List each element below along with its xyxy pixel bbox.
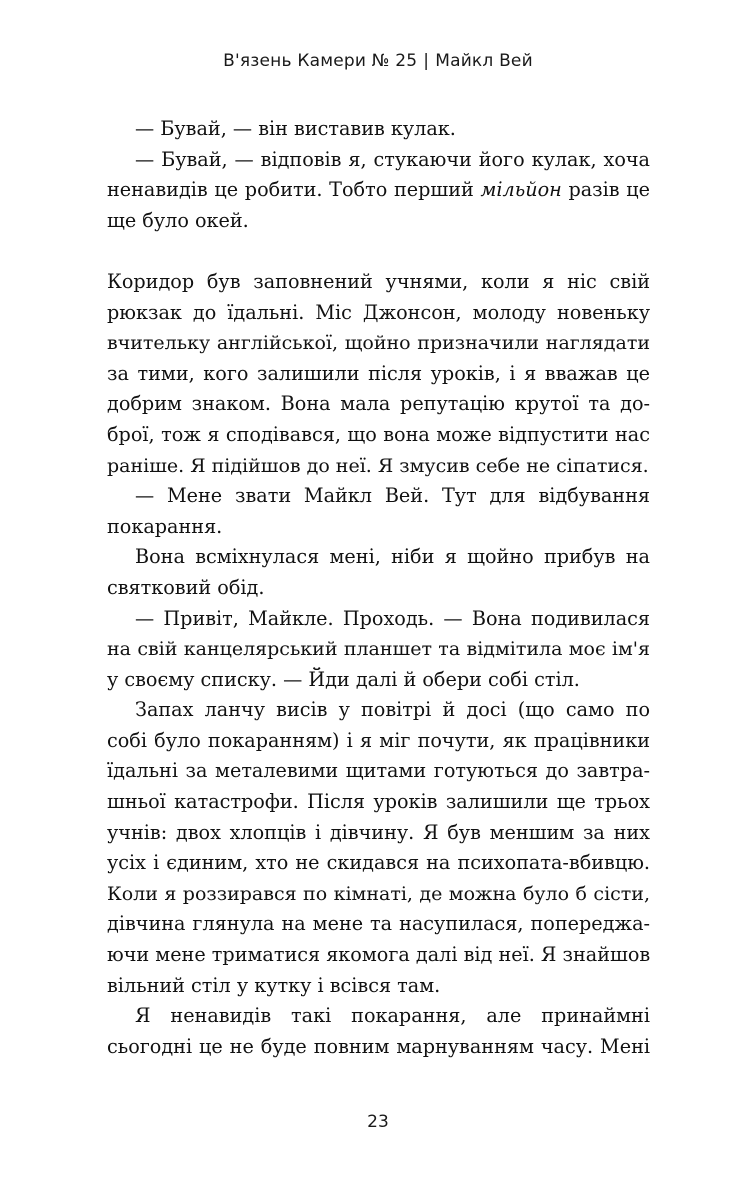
text-line: ще було окей. [107,208,249,232]
text-line: учнів: двох хлопців і дівчину. Я був меншим за них [107,820,650,844]
text-line: Вона всміхнулася мені, ніби я щойно прибув на [135,545,650,569]
text-line: за тими, кого залишили після уроків, і я вважав це [107,361,650,385]
author-name: Майкл Вей [435,51,533,71]
book-title: В'язень Камери № 25 [223,51,418,71]
text-line: святковий обід. [107,575,265,599]
text-segment: разів це [561,178,650,202]
text-line: раніше. Я підійшов до неї. Я змусив себе не сіпатися. [107,454,649,477]
text-line: — Привіт, Майкле. Проходь. — Вона подивилася [135,606,650,630]
text-line: Коли я роззирався по кімнаті, де можна було б сісти, [107,882,650,905]
paragraph-dialogue-2 [107,145,650,237]
text-line: їдальні за металевими щитами готуються до завтра- [107,759,650,783]
text-line: Я ненавидів такі покарання, але принаймні [135,1004,650,1028]
text-line: вчительку англійської, щойно призначили наглядати [107,332,650,355]
paragraph-smile [107,542,650,603]
header-separator: | [423,51,430,71]
paragraph-dialogue-3 [107,481,650,542]
text-line-with-emphasis [107,175,650,206]
paragraph-hated-punishments [107,1001,650,1062]
text-line: рюкзак до їдальні. Міс Джонсон, молоду новеньку [107,300,650,324]
text-line: шньої катастрофи. Після уроків залишили ще трьох [107,790,650,814]
emphasized-word: мільйон [480,178,562,202]
text-line: — Бувай, — відповів я, стукаючи його кулак, хоча [135,147,650,171]
text-line: усіх і єдиним, хто не скидався на психопата-вбивцю. [107,851,650,875]
text-line: вільний стіл у кутку і всівся там. [107,973,441,997]
section-break [107,236,650,267]
text-line: покарання. [107,514,223,538]
text-line: дівчина глянула на мене та насупилася, попереджа- [107,912,650,936]
text-line: собі було покаранням) і я міг почути, як працівники [107,728,650,752]
body-text [107,114,650,1062]
paragraph-lunch-smell [107,695,650,1001]
text-line: добрим знаком. Вона мала репутацію крутої та до- [107,392,650,416]
paragraph-dialogue-1 [107,114,650,145]
text-line: — Бувай, — він виставив кулак. [135,117,456,140]
text-line: — Мене звати Майкл Вей. Тут для відбування [135,484,650,508]
text-line: Коридор був заповнений учнями, коли я ніс свій [107,269,650,293]
text-line: у своєму списку. — Йди далі й обери собі стіл. [107,667,580,691]
paragraph-dialogue-4 [107,604,650,696]
running-header [0,50,756,72]
text-line: Запах ланчу висів у повітрі й досі (що само по [135,698,650,722]
paragraph-corridor [107,267,650,481]
text-line: ючи мене триматися якомога далі від неї. Я знайшов [107,943,651,967]
text-line: сьогодні це не буде повним марнуванням часу. Мені [107,1034,650,1058]
text-line: на свій канцелярський планшет та відмітила моє ім'я [107,638,650,661]
page-number: 23 [367,1112,389,1132]
text-segment: ненавидів це робити. Тобто перший [107,178,481,202]
text-line: брої, тож я сподівався, що вона може відпустити нас [107,422,650,446]
